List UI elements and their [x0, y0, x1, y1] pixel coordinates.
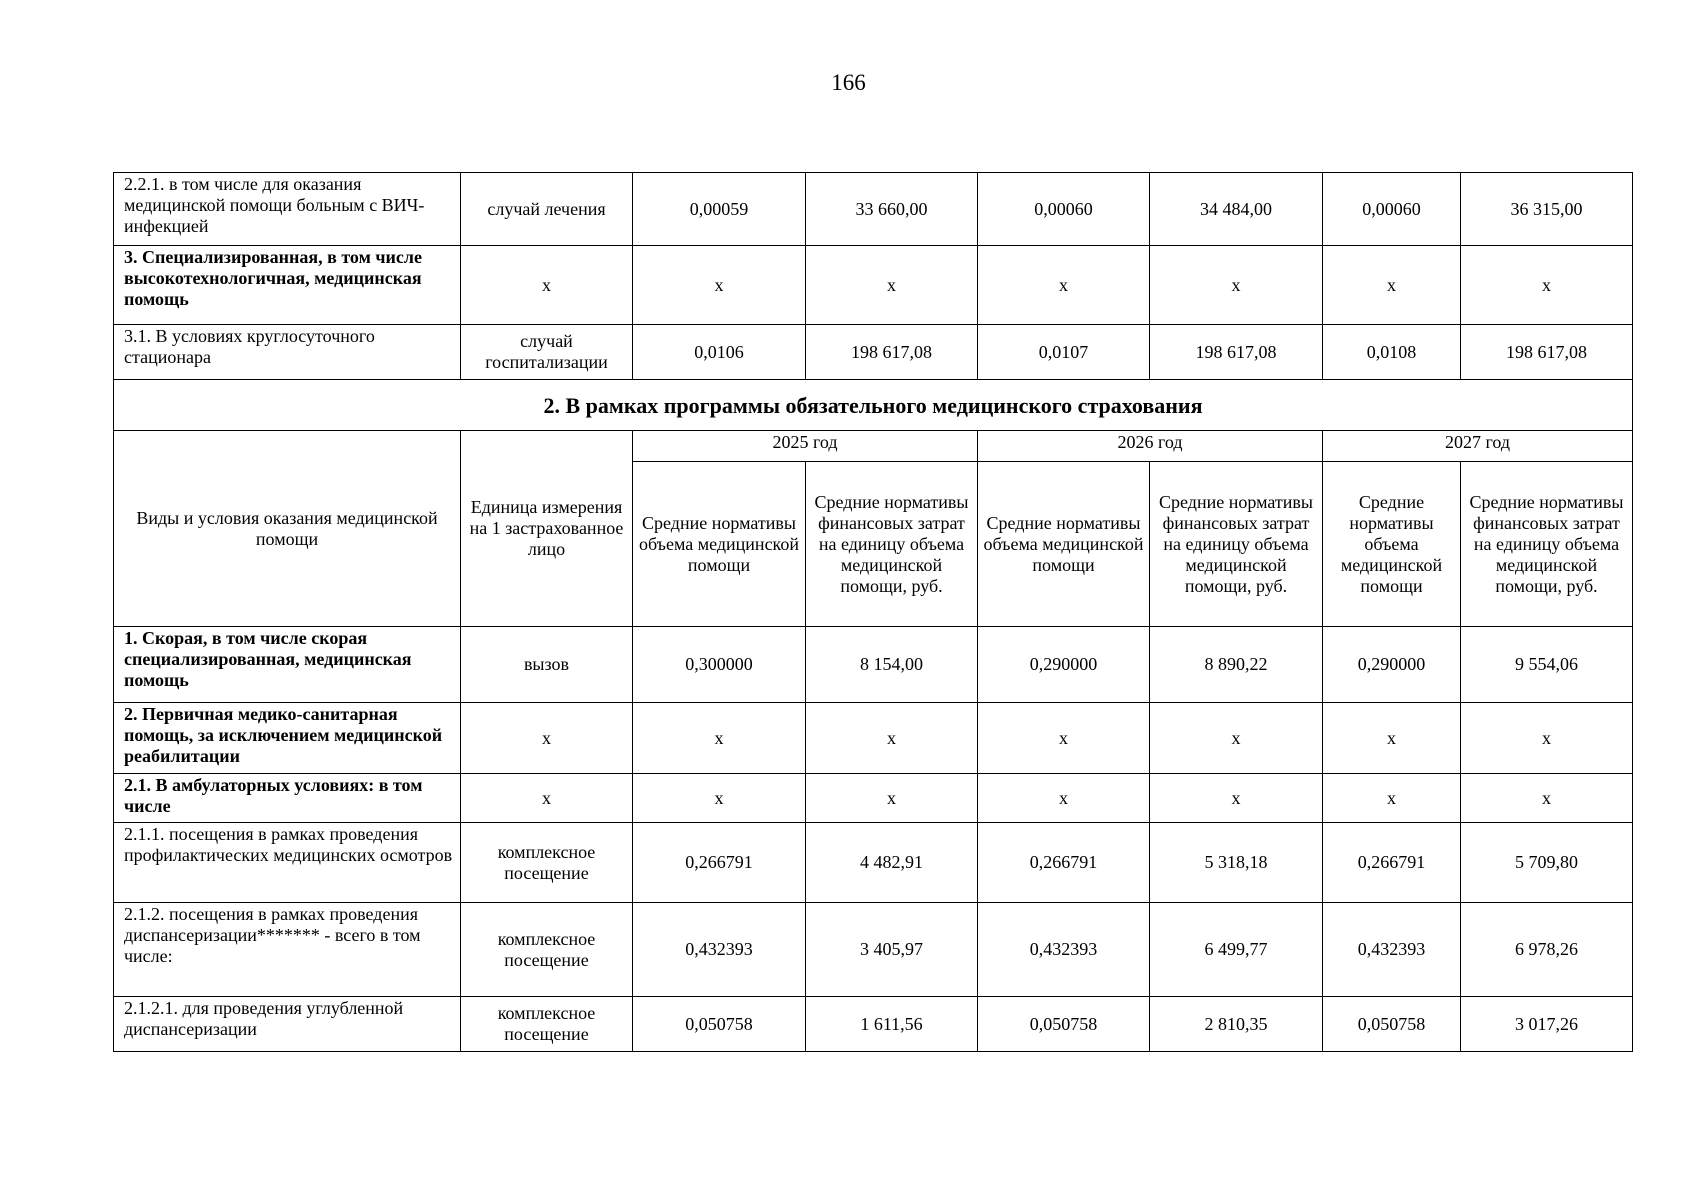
value-cell: 0,432393 [1323, 903, 1461, 997]
table-row [114, 627, 1633, 703]
value-cell: 5 709,80 [1461, 823, 1633, 903]
value-cell: 0,266791 [1323, 823, 1461, 903]
row-name: 2.1.2. посещения в рамках проведения диспансеризации******* - всего в том числе: [114, 903, 461, 997]
row-name: 2.1.1. посещения в рамках проведения профилактических медицинских осмотров [114, 823, 461, 903]
header-year-2026: 2026 год [978, 431, 1323, 462]
row-unit: случай лечения [461, 173, 633, 246]
table-row [114, 246, 1633, 325]
value-cell: х [1323, 246, 1461, 325]
row-name: 2.2.1. в том числе для оказания медицинской помощи больным с ВИЧ-инфекцией [114, 173, 461, 246]
value-cell: 1 611,56 [806, 997, 978, 1052]
value-cell: х [633, 703, 806, 774]
value-cell: 198 617,08 [806, 325, 978, 380]
header-col-unit: Единица измерения на 1 застрахованное лицо [461, 431, 633, 627]
row-unit: комплексное посещение [461, 823, 633, 903]
value-cell: 0,00059 [633, 173, 806, 246]
value-cell: х [1150, 703, 1323, 774]
table-row [114, 823, 1633, 903]
row-name: 2.1. В амбулаторных условиях: в том числе [114, 774, 461, 823]
value-cell: 198 617,08 [1461, 325, 1633, 380]
value-cell: 0,050758 [1323, 997, 1461, 1052]
value-cell: 6 499,77 [1150, 903, 1323, 997]
row-unit: комплексное посещение [461, 903, 633, 997]
value-cell: 0,00060 [1323, 173, 1461, 246]
value-cell: 8 890,22 [1150, 627, 1323, 703]
value-cell: 0,050758 [978, 997, 1150, 1052]
header-cost: Средние нормативы финансовых затрат на единицу объема медицинской помощи, руб. [1150, 462, 1323, 627]
header-cost: Средние нормативы финансовых затрат на единицу объема медицинской помощи, руб. [1461, 462, 1633, 627]
value-cell: х [633, 246, 806, 325]
header-col-name: Виды и условия оказания медицинской помощи [114, 431, 461, 627]
value-cell: 0,266791 [633, 823, 806, 903]
value-cell: х [978, 774, 1150, 823]
value-cell: х [633, 774, 806, 823]
section-row [114, 380, 1633, 431]
value-cell: 198 617,08 [1150, 325, 1323, 380]
value-cell: 34 484,00 [1150, 173, 1323, 246]
value-cell: 2 810,35 [1150, 997, 1323, 1052]
row-name: 3. Специализированная, в том числе высокотехнологичная, медицинская помощь [114, 246, 461, 325]
value-cell: х [1461, 774, 1633, 823]
row-unit: комплексное посещение [461, 997, 633, 1052]
value-cell: 0,432393 [978, 903, 1150, 997]
value-cell: 0,266791 [978, 823, 1150, 903]
value-cell: 0,300000 [633, 627, 806, 703]
header-volume: Средние нормативы объема медицинской помощи [1323, 462, 1461, 627]
row-name: 1. Скорая, в том числе скорая специализированная, медицинская помощь [114, 627, 461, 703]
value-cell: 0,00060 [978, 173, 1150, 246]
row-unit: х [461, 774, 633, 823]
value-cell: 5 318,18 [1150, 823, 1323, 903]
value-cell: 8 154,00 [806, 627, 978, 703]
standards-table [113, 172, 1633, 1052]
header-volume: Средние нормативы объема медицинской помощи [633, 462, 806, 627]
value-cell: х [1150, 246, 1323, 325]
value-cell: х [806, 774, 978, 823]
value-cell: 0,290000 [978, 627, 1150, 703]
row-unit: случай госпитализации [461, 325, 633, 380]
section-title: 2. В рамках программы обязательного медицинского страхования [114, 380, 1633, 431]
value-cell: 0,0108 [1323, 325, 1461, 380]
value-cell: 0,0107 [978, 325, 1150, 380]
table-row [114, 325, 1633, 380]
header-volume: Средние нормативы объема медицинской помощи [978, 462, 1150, 627]
value-cell: 0,050758 [633, 997, 806, 1052]
value-cell: 36 315,00 [1461, 173, 1633, 246]
value-cell: х [1323, 774, 1461, 823]
value-cell: 33 660,00 [806, 173, 978, 246]
table-row [114, 703, 1633, 774]
value-cell: 3 405,97 [806, 903, 978, 997]
value-cell: 6 978,26 [1461, 903, 1633, 997]
value-cell: 4 482,91 [806, 823, 978, 903]
value-cell: х [978, 246, 1150, 325]
value-cell: 0,432393 [633, 903, 806, 997]
value-cell: х [1150, 774, 1323, 823]
header-row-years [114, 431, 1633, 462]
value-cell: 0,0106 [633, 325, 806, 380]
row-name: 3.1. В условиях круглосуточного стационара [114, 325, 461, 380]
row-unit: вызов [461, 627, 633, 703]
value-cell: х [806, 703, 978, 774]
value-cell: х [1461, 246, 1633, 325]
value-cell: х [978, 703, 1150, 774]
row-name: 2.1.2.1. для проведения углубленной диспансеризации [114, 997, 461, 1052]
row-unit: х [461, 703, 633, 774]
value-cell: х [1461, 703, 1633, 774]
header-year-2025: 2025 год [633, 431, 978, 462]
header-cost: Средние нормативы финансовых затрат на единицу объема медицинской помощи, руб. [806, 462, 978, 627]
value-cell: х [1323, 703, 1461, 774]
value-cell: х [806, 246, 978, 325]
table-row [114, 774, 1633, 823]
header-year-2027: 2027 год [1323, 431, 1633, 462]
value-cell: 3 017,26 [1461, 997, 1633, 1052]
row-unit: х [461, 246, 633, 325]
value-cell: 9 554,06 [1461, 627, 1633, 703]
table-row [114, 903, 1633, 997]
row-name: 2. Первичная медико-санитарная помощь, за исключением медицинской реабилитации [114, 703, 461, 774]
table-row [114, 997, 1633, 1052]
page-number: 166 [831, 70, 866, 95]
table-row [114, 173, 1633, 246]
value-cell: 0,290000 [1323, 627, 1461, 703]
